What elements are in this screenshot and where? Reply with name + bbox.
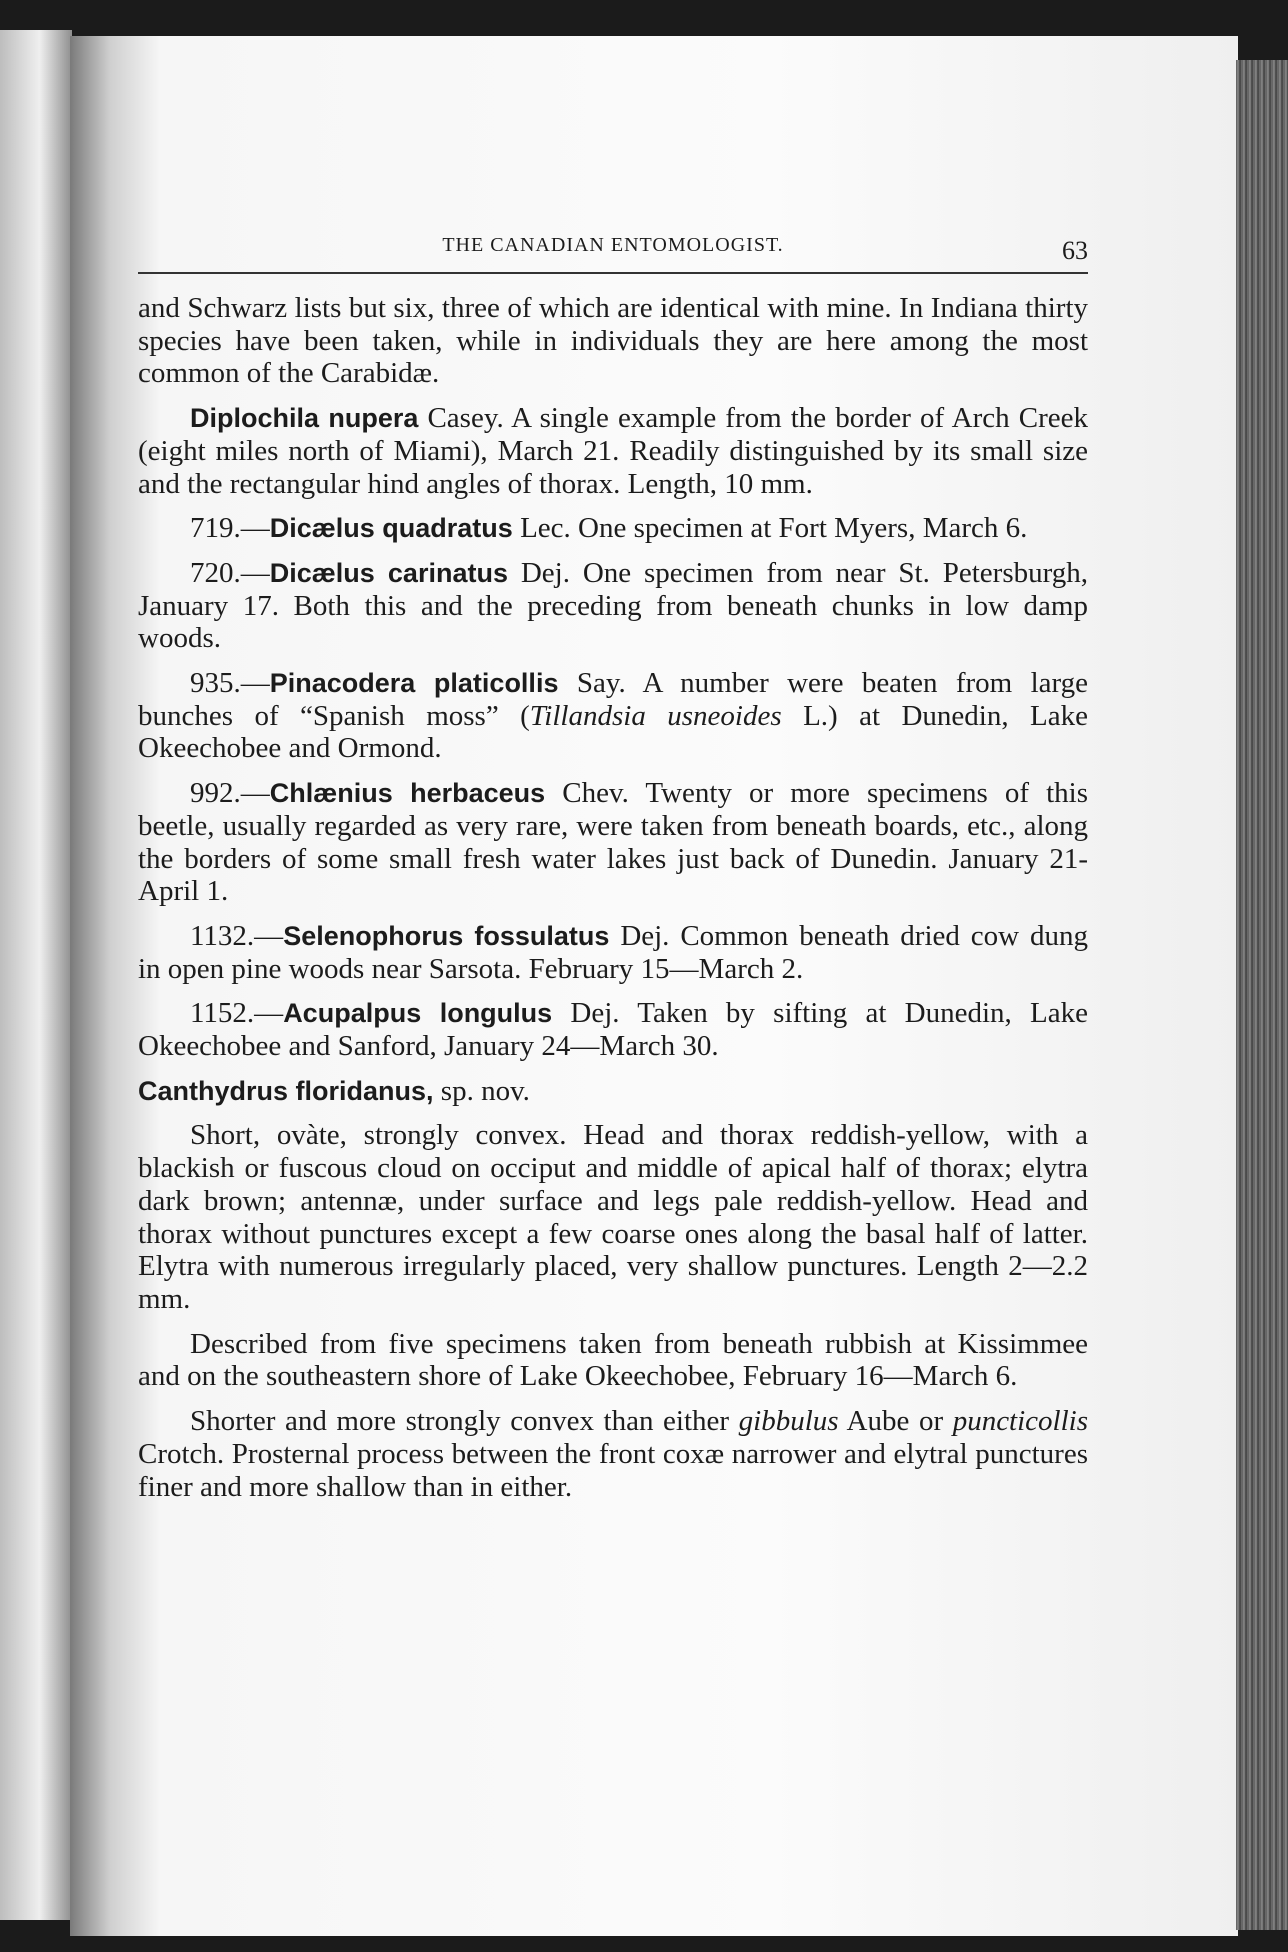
catalog-number: 719.— bbox=[190, 512, 270, 545]
text-run: Described from five specimens taken from beneath rubbish at Kissimmee and on the southeastern shore of Lake Okeechobee, February 16—March 6. bbox=[138, 1327, 1088, 1393]
text-run: sp. nov. bbox=[433, 1074, 530, 1107]
species-name: Dicælus quadratus bbox=[269, 513, 513, 544]
text-run: Short, ovàte, strongly convex. Head and thorax reddish-yellow, with a blackish or fuscous cloud on occiput and middle of apical half of thorax; elytra dark brown; antennæ, under surface and legs pale reddish-yellow. Head and thorax without punctures except a few coarse ones along the basal half of latter. Elytra with numerous irregularly placed, very shallow punctures. Length 2—2.2 mm. bbox=[138, 1119, 1088, 1315]
page-content bbox=[138, 228, 1088, 1503]
species-name: Canthydrus floridanus, bbox=[138, 1075, 434, 1106]
text-run: Crotch. Prosternal process between the front coxæ narrower and elytral punctures finer and more shallow than in either. bbox=[138, 1437, 1088, 1503]
species-entry bbox=[138, 920, 1088, 985]
text-run: Lec. One specimen at Fort Myers, March 6. bbox=[512, 512, 1028, 545]
text-run: and Schwarz lists but six, three of which are identical with mine. In Indiana thirty species have been taken, while in individuals they are here among the most common of the Carabidæ. bbox=[138, 292, 1088, 390]
species-entry bbox=[138, 557, 1088, 655]
species-entry bbox=[138, 512, 1088, 545]
species-name: Pinacodera platicollis bbox=[269, 668, 559, 699]
text-run: Say. A number were beaten from large bunches of “Spanish moss” ( bbox=[138, 667, 1089, 732]
catalog-number: 935.— bbox=[190, 667, 270, 700]
species-name: Acupalpus longulus bbox=[283, 998, 553, 1029]
catalog-number: 720.— bbox=[190, 556, 270, 589]
text-run: L.) at Dunedin, Lake Okeechobee and Ormond. bbox=[138, 699, 1088, 765]
species-name: Selenophorus fossulatus bbox=[283, 920, 610, 951]
text-run: Chev. Twenty or more specimens of this beetle, usually regarded as very rare, were taken from beneath boards, etc., along the borders of some small fresh water lakes just back of Dunedin. January 21-April 1. bbox=[138, 777, 1089, 908]
catalog-number: 1132.— bbox=[190, 919, 284, 952]
new-species-heading bbox=[138, 1075, 1088, 1108]
species-name: Diplochila nupera bbox=[190, 403, 419, 434]
page-header bbox=[138, 228, 1088, 274]
italic-term: Tillandsia usneoides bbox=[529, 699, 782, 732]
species-name: Chlænius herbaceus bbox=[269, 778, 546, 809]
description-paragraph bbox=[138, 1405, 1088, 1503]
facing-page-edge bbox=[0, 30, 72, 1920]
species-entry bbox=[138, 667, 1088, 765]
species-entry bbox=[138, 997, 1088, 1062]
catalog-number: 992.— bbox=[190, 777, 270, 810]
species-name: Dicælus carinatus bbox=[269, 557, 508, 588]
species-entry bbox=[138, 402, 1088, 500]
species-entry bbox=[138, 777, 1088, 908]
text-run: Casey. A single example from the border of Arch Creek (eight miles north of Miami), March 21. Readily distinguished by its small size and the rectangular hind angles of thorax. Length, 10 mm. bbox=[138, 402, 1088, 500]
running-title: THE CANADIAN ENTOMOLOGIST. bbox=[442, 234, 784, 256]
page-number: 63 bbox=[1062, 236, 1088, 265]
italic-term: gibbulus bbox=[738, 1405, 839, 1438]
text-run: Dej. Common beneath dried cow dung in open pine woods near Sarsota. February 15—March 2. bbox=[138, 919, 1088, 985]
description-paragraph bbox=[138, 1119, 1088, 1315]
description-paragraph bbox=[138, 1328, 1088, 1393]
catalog-number: 1152.— bbox=[190, 997, 284, 1030]
text-run: Shorter and more strongly convex than either bbox=[190, 1405, 739, 1438]
body-text bbox=[138, 292, 1088, 1503]
text-run: Dej. Taken by sifting at Dunedin, Lake Okeechobee and Sanford, January 24—March 30. bbox=[138, 997, 1088, 1063]
text-run: Dej. One specimen from near St. Petersburgh, January 17. Both this and the preceding from beneath chunks in low damp woods. bbox=[138, 556, 1088, 655]
page-stack-edge bbox=[1236, 60, 1288, 1930]
paragraph-continuation bbox=[138, 292, 1088, 390]
text-run: Aube or bbox=[838, 1405, 953, 1438]
italic-term: puncticollis bbox=[952, 1405, 1089, 1438]
